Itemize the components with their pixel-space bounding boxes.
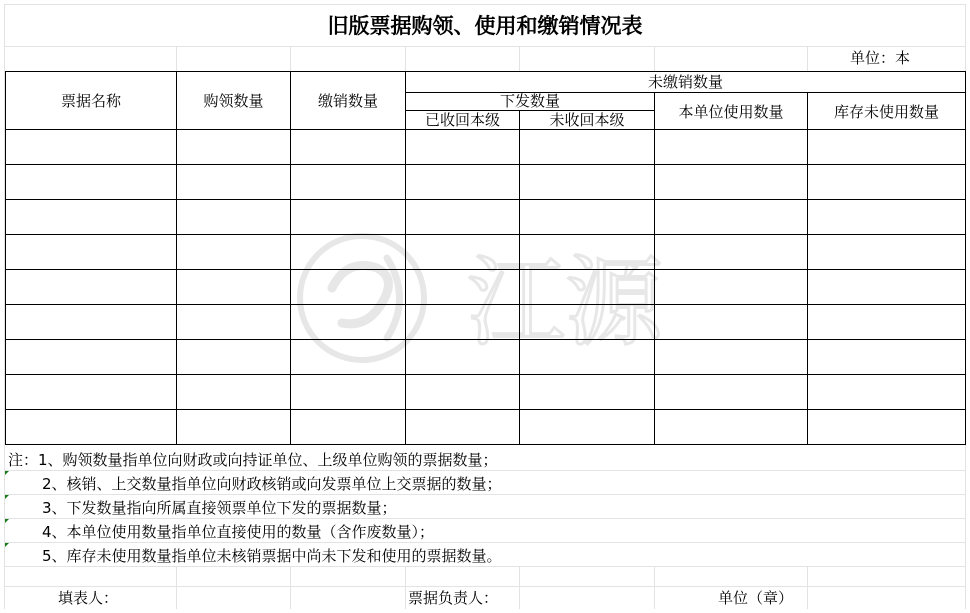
gridline	[519, 46, 520, 71]
table-cell[interactable]	[177, 340, 291, 375]
table-cell[interactable]	[808, 200, 966, 235]
table-cell[interactable]	[520, 375, 655, 410]
table-cell[interactable]	[406, 375, 520, 410]
table-cell[interactable]	[6, 130, 177, 165]
table-cell[interactable]	[808, 130, 966, 165]
filler-label[interactable]: 填表人：	[58, 589, 119, 607]
table-cell[interactable]	[177, 200, 291, 235]
header-inventory-qty[interactable]: 库存未使用数量	[808, 93, 966, 130]
table-row	[6, 165, 966, 200]
table-cell[interactable]	[808, 340, 966, 375]
table-row	[6, 130, 966, 165]
table-cell[interactable]	[291, 235, 406, 270]
table-cell[interactable]	[655, 340, 808, 375]
gridline	[290, 566, 291, 609]
table-cell[interactable]	[808, 375, 966, 410]
table-cell[interactable]	[655, 165, 808, 200]
table-cell[interactable]	[520, 200, 655, 235]
table-cell[interactable]	[177, 165, 291, 200]
watermark-text: 江源	[467, 246, 664, 360]
table-cell[interactable]	[655, 410, 808, 445]
gridline	[176, 566, 177, 609]
note-3[interactable]: 3、下发数量指向所属直接领票单位下发的票据数量；	[42, 499, 397, 517]
table-cell[interactable]	[808, 270, 966, 305]
table-cell[interactable]	[406, 340, 520, 375]
header-not-recovered[interactable]: 未收回本级	[520, 111, 655, 130]
cell-comment-marker	[5, 471, 9, 475]
gridline	[405, 46, 406, 71]
table-cell[interactable]	[655, 375, 808, 410]
table-cell[interactable]	[291, 340, 406, 375]
table-cell[interactable]	[291, 410, 406, 445]
table-cell[interactable]	[655, 200, 808, 235]
table-cell[interactable]	[655, 130, 808, 165]
table-cell[interactable]	[520, 410, 655, 445]
header-ticket-name[interactable]: 票据名称	[6, 72, 177, 130]
table-row	[6, 340, 966, 375]
table-cell[interactable]	[291, 200, 406, 235]
ticket-table	[5, 71, 966, 445]
table-cell[interactable]	[406, 200, 520, 235]
header-recovered[interactable]: 已收回本级	[406, 111, 520, 130]
table-cell[interactable]	[406, 410, 520, 445]
cell-comment-marker	[5, 495, 9, 499]
cell-comment-marker	[5, 519, 9, 523]
header-issue-qty[interactable]: 下发数量	[406, 93, 655, 111]
table-cell[interactable]	[6, 165, 177, 200]
table-cell[interactable]	[177, 130, 291, 165]
cell-comment-marker	[5, 543, 9, 547]
table-row	[6, 305, 966, 340]
table-cell[interactable]	[406, 235, 520, 270]
note-1[interactable]: 注：1、购领数量指单位向财政或向持证单位、上级单位购领的票据数量；	[8, 451, 498, 469]
table-cell[interactable]	[291, 165, 406, 200]
header-cancel-qty[interactable]: 缴销数量	[291, 72, 406, 130]
table-row	[6, 375, 966, 410]
table-cell[interactable]	[520, 130, 655, 165]
table-cell[interactable]	[6, 200, 177, 235]
gridline	[807, 46, 808, 71]
table-cell[interactable]	[291, 305, 406, 340]
table-cell[interactable]	[6, 375, 177, 410]
table-cell[interactable]	[291, 130, 406, 165]
table-row	[6, 235, 966, 270]
gridline	[290, 46, 291, 71]
table-cell[interactable]	[6, 305, 177, 340]
gridline	[654, 46, 655, 71]
table-cell[interactable]	[406, 270, 520, 305]
table-cell[interactable]	[6, 410, 177, 445]
table-cell[interactable]	[291, 270, 406, 305]
table-cell[interactable]	[177, 270, 291, 305]
table-cell[interactable]	[406, 165, 520, 200]
table-row	[6, 200, 966, 235]
unit-seal-label[interactable]: 单位（章）	[718, 589, 794, 607]
table-cell[interactable]	[655, 270, 808, 305]
table-cell[interactable]	[520, 340, 655, 375]
gridline	[4, 4, 966, 5]
table-cell[interactable]	[406, 130, 520, 165]
note-5[interactable]: 5、库存未使用数量指单位未核销票据中尚未下发和使用的票据数量。	[42, 547, 502, 565]
gridline	[807, 566, 808, 609]
table-cell[interactable]	[655, 305, 808, 340]
table-cell[interactable]	[520, 165, 655, 200]
table-cell[interactable]	[6, 340, 177, 375]
table-cell[interactable]	[6, 235, 177, 270]
gridline	[4, 46, 966, 47]
header-own-use-qty[interactable]: 本单位使用数量	[655, 93, 808, 130]
ticket-manager-label[interactable]: 票据负责人：	[408, 589, 499, 607]
table-cell[interactable]	[291, 375, 406, 410]
table-cell[interactable]	[177, 235, 291, 270]
sheet-title[interactable]: 旧版票据购领、使用和缴销情况表	[327, 13, 643, 38]
table-cell[interactable]	[808, 305, 966, 340]
table-row	[6, 270, 966, 305]
table-cell[interactable]	[406, 305, 520, 340]
table-body	[6, 130, 966, 445]
table-cell[interactable]	[808, 410, 966, 445]
table-cell[interactable]	[177, 410, 291, 445]
header-unpaid-qty[interactable]: 未缴销数量	[406, 72, 966, 93]
gridline	[405, 566, 406, 609]
table-cell[interactable]	[177, 305, 291, 340]
note-2[interactable]: 2、核销、上交数量指单位向财政核销或向发票单位上交票据的数量；	[42, 475, 502, 493]
note-4[interactable]: 4、本单位使用数量指单位直接使用的数量（含作废数量）；	[42, 523, 435, 541]
table-cell[interactable]	[655, 235, 808, 270]
gridline	[654, 566, 655, 609]
table-cell[interactable]	[6, 270, 177, 305]
table-cell[interactable]	[177, 375, 291, 410]
table-cell[interactable]	[520, 305, 655, 340]
gridline	[519, 566, 520, 609]
header-purchase-qty[interactable]: 购领数量	[177, 72, 291, 130]
unit-label[interactable]: 单位：本	[850, 49, 911, 67]
gridline	[176, 46, 177, 71]
table-cell[interactable]	[520, 270, 655, 305]
table-cell[interactable]	[808, 165, 966, 200]
table-cell[interactable]	[520, 235, 655, 270]
table-cell[interactable]	[808, 235, 966, 270]
table-row	[6, 410, 966, 445]
